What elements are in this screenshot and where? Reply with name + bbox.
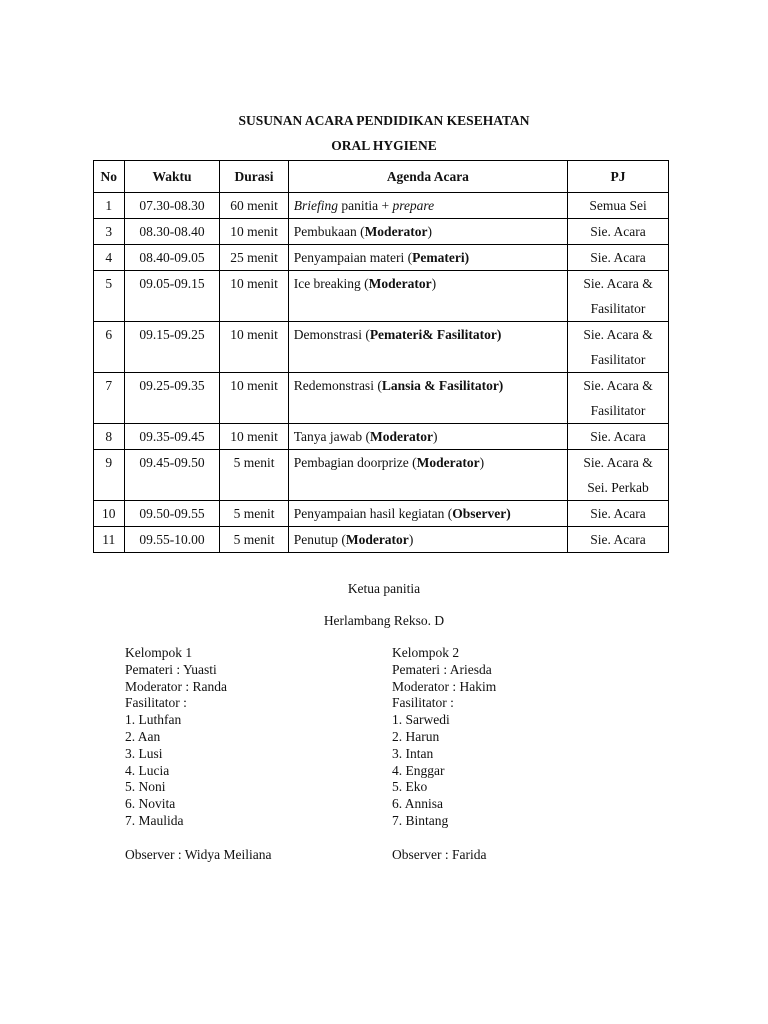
member: 2. Harun bbox=[392, 728, 440, 744]
document-title: SUSUNAN ACARA PENDIDIKAN KESEHATAN bbox=[238, 113, 530, 128]
header-durasi: Durasi bbox=[220, 161, 288, 193]
cell-no: 3 bbox=[94, 219, 125, 245]
cell-durasi: 5 menit bbox=[220, 501, 288, 527]
pj-line: Fasilitator bbox=[590, 301, 646, 316]
cell-pj bbox=[568, 219, 669, 245]
header-agenda: Agenda Acara bbox=[288, 161, 567, 193]
pj-line: Fasilitator bbox=[590, 352, 646, 367]
cell-waktu: 09.15-09.25 bbox=[124, 322, 220, 373]
member: 6. Novita bbox=[125, 796, 176, 812]
table-row bbox=[94, 424, 669, 450]
table-header-row bbox=[94, 161, 669, 193]
group-moderator: Moderator : Hakim bbox=[392, 678, 497, 694]
cell-durasi: 5 menit bbox=[220, 527, 288, 553]
cell-agenda: Penutup (Moderator) bbox=[288, 527, 567, 553]
cell-no: 7 bbox=[94, 373, 125, 424]
cell-waktu: 08.30-08.40 bbox=[124, 219, 220, 245]
document-subtitle: ORAL HYGIENE bbox=[331, 138, 437, 153]
cell-durasi: 60 menit bbox=[220, 193, 288, 219]
table-row bbox=[94, 322, 669, 373]
member: 2. Aan bbox=[125, 728, 161, 744]
group-observer: Observer : Widya Meiliana bbox=[125, 846, 272, 862]
group-1 bbox=[125, 645, 272, 863]
cell-agenda: Ice breaking (Moderator) bbox=[288, 271, 567, 322]
cell-durasi: 10 menit bbox=[220, 271, 288, 322]
signature-role: Ketua panitia bbox=[347, 581, 421, 596]
member: 3. Lusi bbox=[125, 745, 163, 761]
member: 7. Bintang bbox=[392, 812, 449, 828]
cell-pj bbox=[568, 424, 669, 450]
cell-pj bbox=[568, 501, 669, 527]
cell-durasi: 10 menit bbox=[220, 424, 288, 450]
cell-no: 10 bbox=[94, 501, 125, 527]
pj-line: Sie. Acara bbox=[590, 250, 646, 265]
pj-line: Sie. Acara & bbox=[583, 276, 653, 291]
cell-pj bbox=[568, 271, 669, 322]
group-2 bbox=[392, 645, 496, 863]
table-row bbox=[94, 373, 669, 424]
cell-waktu: 09.35-09.45 bbox=[124, 424, 220, 450]
member: 1. Sarwedi bbox=[392, 712, 450, 728]
pj-line: Sie. Acara bbox=[590, 224, 646, 239]
cell-durasi: 10 menit bbox=[220, 219, 288, 245]
cell-no: 5 bbox=[94, 271, 125, 322]
member: 3. Intan bbox=[392, 745, 434, 761]
member: 7. Maulida bbox=[125, 812, 184, 828]
cell-agenda: Penyampaian materi (Pemateri) bbox=[288, 245, 567, 271]
pj-line: Sie. Acara & bbox=[583, 327, 653, 342]
group-observer: Observer : Farida bbox=[392, 846, 487, 862]
cell-waktu: 07.30-08.30 bbox=[124, 193, 220, 219]
cell-no: 11 bbox=[94, 527, 125, 553]
schedule-table bbox=[93, 160, 669, 553]
table-row bbox=[94, 219, 669, 245]
table-row bbox=[94, 245, 669, 271]
pj-line: Sei. Perkab bbox=[587, 480, 649, 495]
cell-waktu: 08.40-09.05 bbox=[124, 245, 220, 271]
member: 1. Luthfan bbox=[125, 712, 182, 728]
cell-waktu: 09.55-10.00 bbox=[124, 527, 220, 553]
cell-durasi: 10 menit bbox=[220, 322, 288, 373]
group-name: Kelompok 2 bbox=[392, 645, 460, 660]
pj-line: Sie. Acara bbox=[590, 429, 646, 444]
header-waktu: Waktu bbox=[124, 161, 220, 193]
cell-waktu: 09.50-09.55 bbox=[124, 501, 220, 527]
cell-agenda: Tanya jawab (Moderator) bbox=[288, 424, 567, 450]
header-no: No bbox=[94, 161, 125, 193]
signature-name: Herlambang Rekso. D bbox=[323, 613, 445, 628]
member: 4. Lucia bbox=[125, 762, 170, 778]
pj-line: Fasilitator bbox=[590, 403, 646, 418]
cell-waktu: 09.25-09.35 bbox=[124, 373, 220, 424]
group-fasilitator-label: Fasilitator : bbox=[125, 695, 187, 711]
cell-durasi: 5 menit bbox=[220, 450, 288, 501]
member: 4. Enggar bbox=[392, 762, 445, 778]
cell-pj bbox=[568, 245, 669, 271]
cell-no: 9 bbox=[94, 450, 125, 501]
cell-pj bbox=[568, 373, 669, 424]
header-pj: PJ bbox=[568, 161, 669, 193]
table-row bbox=[94, 501, 669, 527]
cell-no: 6 bbox=[94, 322, 125, 373]
member: 5. Eko bbox=[392, 779, 428, 795]
cell-pj bbox=[568, 450, 669, 501]
cell-waktu: 09.45-09.50 bbox=[124, 450, 220, 501]
pj-line: Sie. Acara bbox=[590, 532, 646, 547]
group-pemateri: Pemateri : Yuasti bbox=[125, 661, 217, 677]
cell-agenda: Pembagian doorprize (Moderator) bbox=[288, 450, 567, 501]
group-fasilitator-label: Fasilitator : bbox=[392, 695, 454, 711]
cell-agenda: Redemonstrasi (Lansia & Fasilitator) bbox=[288, 373, 567, 424]
table-row bbox=[94, 193, 669, 219]
cell-no: 8 bbox=[94, 424, 125, 450]
cell-pj bbox=[568, 527, 669, 553]
table-row bbox=[94, 527, 669, 553]
cell-pj bbox=[568, 193, 669, 219]
pj-line: Sie. Acara & bbox=[583, 378, 653, 393]
group-moderator: Moderator : Randa bbox=[125, 678, 227, 694]
cell-durasi: 10 menit bbox=[220, 373, 288, 424]
cell-agenda: Penyampaian hasil kegiatan (Observer) bbox=[288, 501, 567, 527]
cell-waktu: 09.05-09.15 bbox=[124, 271, 220, 322]
member: 5. Noni bbox=[125, 779, 166, 795]
cell-agenda: Demonstrasi (Pemateri& Fasilitator) bbox=[288, 322, 567, 373]
member: 6. Annisa bbox=[392, 796, 444, 812]
cell-pj bbox=[568, 322, 669, 373]
table-row bbox=[94, 450, 669, 501]
cell-no: 4 bbox=[94, 245, 125, 271]
pj-line: Sie. Acara bbox=[590, 506, 646, 521]
table-row bbox=[94, 271, 669, 322]
schedule-body bbox=[94, 193, 669, 553]
cell-agenda: Pembukaan (Moderator) bbox=[288, 219, 567, 245]
pj-line: Sie. Acara & bbox=[583, 455, 653, 470]
cell-no: 1 bbox=[94, 193, 125, 219]
group-pemateri: Pemateri : Ariesda bbox=[392, 661, 492, 677]
group-name: Kelompok 1 bbox=[125, 645, 193, 660]
cell-agenda: Briefing panitia + prepare bbox=[288, 193, 567, 219]
pj-line: Semua Sei bbox=[589, 198, 647, 213]
cell-durasi: 25 menit bbox=[220, 245, 288, 271]
